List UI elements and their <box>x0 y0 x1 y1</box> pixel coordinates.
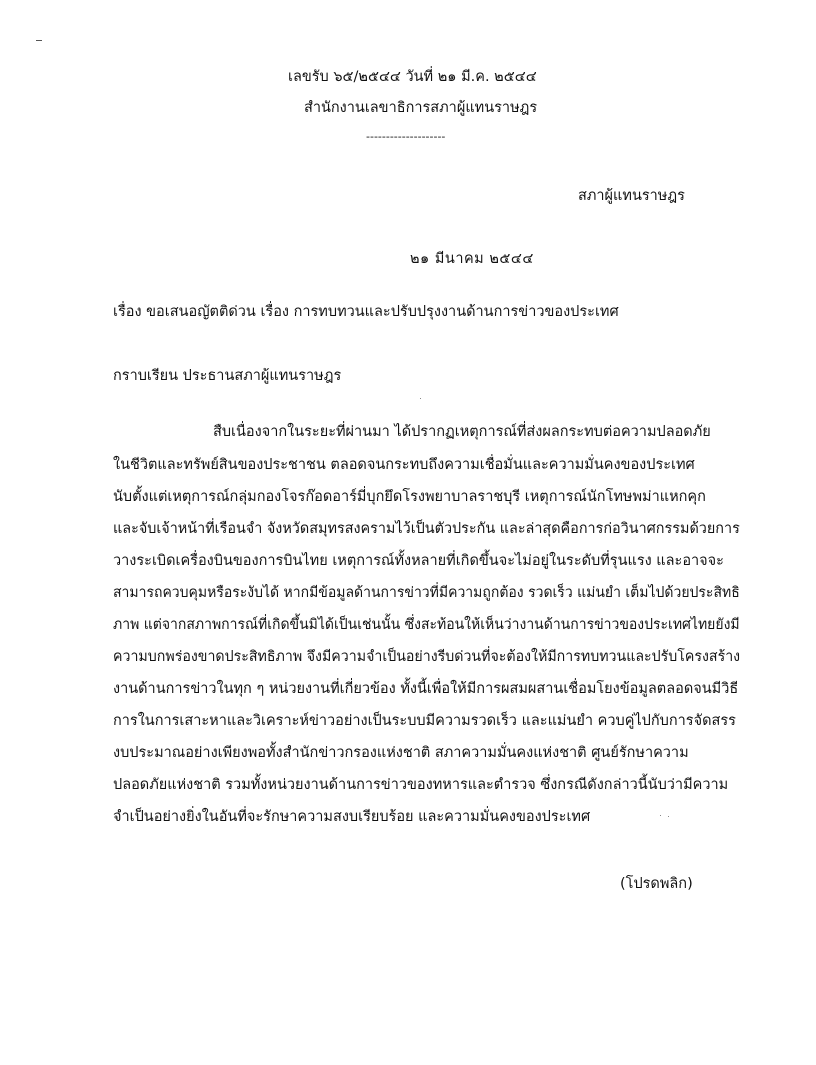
please-turn-over: (โปรดพลิก) <box>620 876 693 892</box>
body-line: ปลอดภัยแห่งชาติ รวมทั้งหน่วยงานด้านการข่าวของทหารและตำรวจ ซึ่งกรณีดังกล่าวนี้นับว่ามีความ <box>113 777 729 793</box>
body-line: ความบกพร่องขาดประสิทธิภาพ จึงมีความจำเป็นอย่างรีบด่วนที่จะต้องให้มีการทบทวนและปรับโครงสร้าง <box>113 649 741 665</box>
body-line: สืบเนื่องจากในระยะที่ผ่านมา ได้ปรากฏเหตุการณ์ที่ส่งผลกระทบต่อความปลอดภัย <box>213 424 711 440</box>
scan-speck <box>660 815 661 816</box>
body-line: และจับเจ้าหน้าที่เรือนจำ จังหวัดสมุทรสงครามไว้เป็นตัวประกัน และล่าสุดคือการก่อวินาศกรรมด้วยการ <box>113 521 740 537</box>
scan-speck <box>420 398 421 399</box>
body-line: ภาพ แต่จากสภาพการณ์ที่เกิดขึ้นมิได้เป็นเช่นนั้น ซึ่งสะท้อนให้เห็นว่างานด้านการข่าวของประเทศไทยยังมี <box>113 617 740 633</box>
body-line: งบประมาณอย่างเพียงพอทั้งสำนักข่าวกรองแห่งชาติ สภาความมั่นคงแห่งชาติ ศูนย์รักษาความ <box>113 745 689 761</box>
subject-line: เรื่อง ขอเสนอญัตติด่วน เรื่อง การทบทวนและปรับปรุงงานด้านการข่าวของประเทศ <box>113 304 619 320</box>
scan-speck <box>36 40 42 41</box>
body-line: นับตั้งแต่เหตุการณ์กลุ่มกองโจรก๊อดอาร์มี่บุกยึดโรงพยาบาลราชบุรี เหตุการณ์นักโทษพม่าแหกคุก <box>113 489 706 505</box>
salutation: กราบเรียน ประธานสภาผู้แทนราษฎร <box>113 368 342 384</box>
body-line: สามารถควบคุมหรือระงับได้ หากมีข้อมูลด้านการข่าวที่มีความถูกต้อง รวดเร็ว แม่นยำ เต็มไปด้วยประสิทธิ <box>113 585 740 601</box>
body-line: วางระเบิดเครื่องบินของการบินไทย เหตุการณ์ทั้งหลายที่เกิดขึ้นจะไม่อยู่ในระดับที่รุนแรง และอาจจะ <box>113 553 724 569</box>
body-line: ในชีวิตและทรัพย์สินของประชาชน ตลอดจนกระทบถึงความเชื่อมั่นและความมั่นคงของประเทศ <box>113 457 695 473</box>
body-line: จำเป็นอย่างยิ่งในอันที่จะรักษาความสงบเรียบร้อย และความมั่นคงของประเทศ <box>113 809 591 825</box>
sender-organization: สภาผู้แทนราษฎร <box>578 188 685 204</box>
receiving-office: สำนักงานเลขาธิการสภาผู้แทนราษฎร <box>304 100 538 116</box>
body-line: การในการเสาะหาและวิเคราะห์ข่าวอย่างเป็นระบบมีความรวดเร็ว และแม่นยำ ควบคู่ไปกับการจัดสรร <box>113 713 736 729</box>
scan-speck <box>668 816 669 817</box>
header-divider: -------------------- <box>366 130 446 143</box>
body-line: งานด้านการข่าวในทุก ๆ หน่วยงานที่เกี่ยวข้อง ทั้งนี้เพื่อให้มีการผสมผสานเชื่อมโยงข้อมูลตลอดจนมีวิธี <box>113 681 739 697</box>
document-date: ๒๑ มีนาคม ๒๕๔๔ <box>410 251 534 267</box>
receipt-number-line: เลขรับ ๖๕/๒๕๔๔ วันที่ ๒๑ มี.ค. ๒๕๔๔ <box>288 69 537 85</box>
